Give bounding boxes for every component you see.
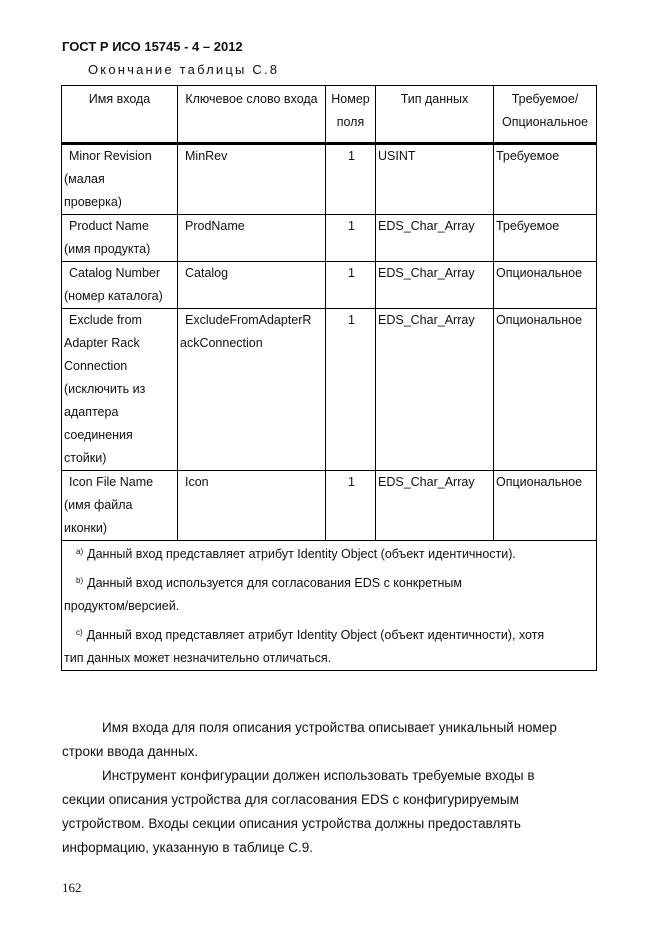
- footnote: [64, 572, 596, 618]
- footnote-text-cont: тип данных может незначительно отличаться.: [64, 651, 332, 665]
- table-row: [62, 471, 597, 541]
- cell-keyword: [178, 471, 326, 541]
- body-text: [62, 716, 598, 860]
- name-line: Adapter Rack: [64, 336, 140, 350]
- cell-input-name: [62, 262, 178, 309]
- table-notes-row: [62, 541, 597, 671]
- footnote: [64, 624, 596, 670]
- header-required: Требуемое/ Опциональное: [494, 86, 597, 144]
- keyword-line: ackConnection: [180, 336, 263, 350]
- cell-keyword: [178, 215, 326, 262]
- name-line: Catalog Number: [69, 266, 161, 280]
- cell-data-type: USINT: [376, 144, 494, 215]
- table-notes: [62, 541, 597, 671]
- cell-required: Требуемое: [494, 215, 597, 262]
- name-line: (имя файла: [64, 498, 133, 512]
- header-field-number: Номер поля: [326, 86, 376, 144]
- footnote: [64, 543, 596, 566]
- name-line: (имя продукта): [64, 242, 151, 256]
- name-line: Minor Revision: [69, 149, 152, 163]
- paragraph-1: Имя входа для поля описания устройства описывает уникальный номер: [102, 720, 557, 735]
- paragraph-2-line4: информацию, указанную в таблице С.9.: [62, 840, 313, 855]
- name-line: (исключить из: [64, 382, 146, 396]
- name-line: Icon File Name: [69, 475, 154, 489]
- table-caption: Окончание таблицы С.8: [88, 62, 280, 77]
- keyword-line: ProdName: [185, 219, 245, 233]
- name-line: адаптера: [64, 405, 119, 419]
- cell-input-name: [62, 309, 178, 471]
- name-line: Exclude from: [69, 313, 142, 327]
- cell-data-type: EDS_Char_Array: [376, 262, 494, 309]
- cell-keyword: [178, 262, 326, 309]
- page-number: 162: [62, 880, 82, 895]
- eds-table: [61, 85, 597, 671]
- cell-field-number: 1: [326, 309, 376, 471]
- table-row: [62, 262, 597, 309]
- cell-input-name: [62, 471, 178, 541]
- name-line: проверка): [64, 195, 122, 209]
- table-header-row: [62, 86, 597, 144]
- paragraph-2-line3: устройством. Входы секции описания устройства должны предоставлять: [62, 816, 521, 831]
- footnote-text-cont: продуктом/версией.: [64, 599, 180, 613]
- document-header: ГОСТ Р ИСО 15745 - 4 – 2012: [62, 39, 243, 54]
- keyword-line: Icon: [185, 475, 209, 489]
- footnote-text: Данный вход используется для согласования EDS с конкретным: [87, 576, 462, 590]
- footnote-mark: a): [76, 547, 84, 556]
- name-line: Product Name: [69, 219, 149, 233]
- cell-keyword: [178, 309, 326, 471]
- cell-input-name: [62, 144, 178, 215]
- name-line: стойки): [64, 451, 107, 465]
- header-data-type: Тип данных: [376, 86, 494, 144]
- cell-data-type: EDS_Char_Array: [376, 309, 494, 471]
- name-line: (малая: [64, 172, 105, 186]
- keyword-line: ExcludeFromAdapterR: [185, 313, 312, 327]
- name-line: соединения: [64, 428, 133, 442]
- keyword-line: MinRev: [185, 149, 228, 163]
- keyword-line: Catalog: [185, 266, 229, 280]
- name-line: иконки): [64, 521, 108, 535]
- paragraph-1-cont: строки ввода данных.: [62, 744, 199, 759]
- footnote-mark: c): [76, 628, 83, 637]
- paragraph-2: Инструмент конфигурации должен использовать требуемые входы в: [102, 768, 535, 783]
- header-input-name: Имя входа: [62, 86, 178, 144]
- cell-field-number: 1: [326, 471, 376, 541]
- cell-keyword: [178, 144, 326, 215]
- cell-required: Опциональное: [494, 309, 597, 471]
- header-keyword: Ключевое слово входа: [178, 86, 326, 144]
- cell-data-type: EDS_Char_Array: [376, 215, 494, 262]
- footnote-text: Данный вход представляет атрибут Identity Object (объект идентичности), хотя: [86, 628, 545, 642]
- cell-required: Опциональное: [494, 262, 597, 309]
- cell-field-number: 1: [326, 262, 376, 309]
- cell-field-number: 1: [326, 215, 376, 262]
- paragraph-2-line2: секции описания устройства для согласования EDS с конфигурируемым: [62, 792, 519, 807]
- footnote-text: Данный вход представляет атрибут Identity Object (объект идентичности).: [87, 547, 516, 561]
- footnote-mark: b): [76, 576, 84, 585]
- cell-required: Опциональное: [494, 471, 597, 541]
- cell-input-name: [62, 215, 178, 262]
- table-row: [62, 309, 597, 471]
- cell-data-type: EDS_Char_Array: [376, 471, 494, 541]
- cell-required: Требуемое: [494, 144, 597, 215]
- cell-field-number: 1: [326, 144, 376, 215]
- table-row: [62, 144, 597, 215]
- name-line: (номер каталога): [64, 289, 163, 303]
- name-line: Connection: [64, 359, 128, 373]
- table-row: [62, 215, 597, 262]
